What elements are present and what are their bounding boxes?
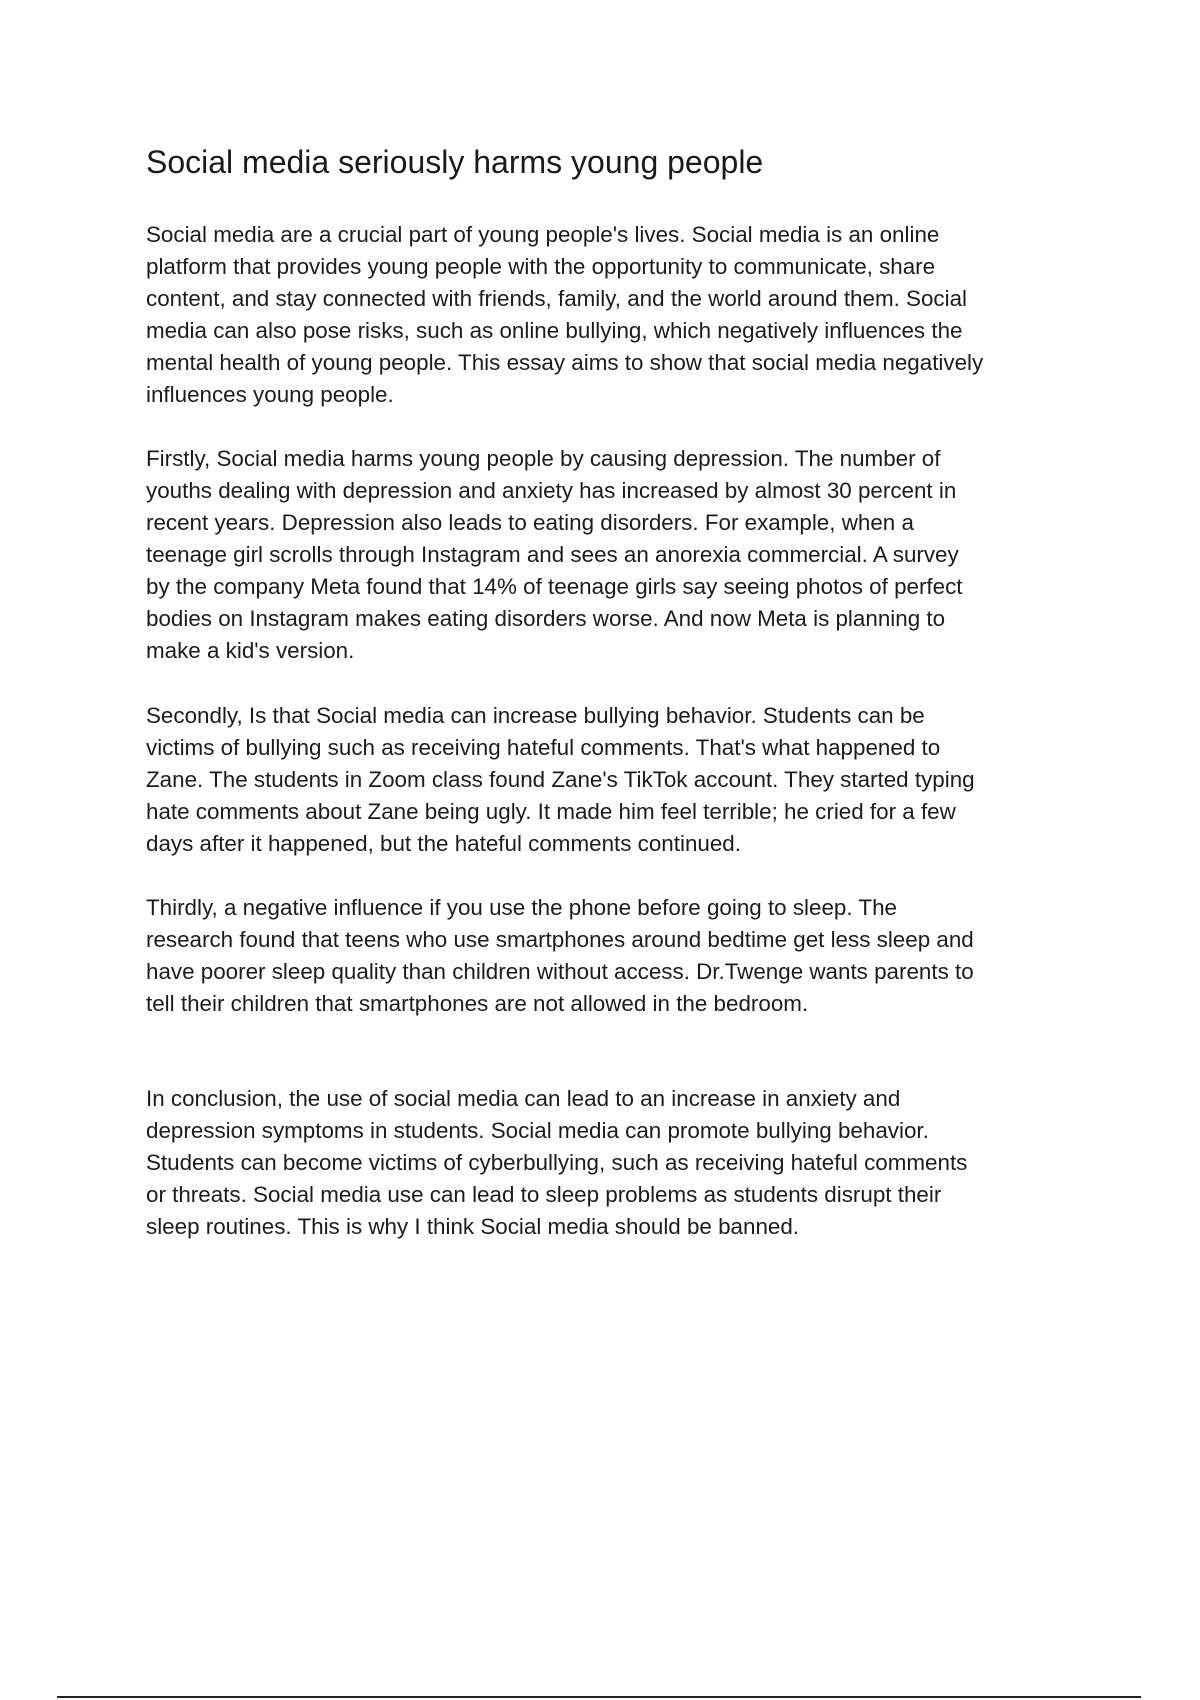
paragraph-secondly (146, 700, 975, 860)
paragraph-firstly (146, 443, 963, 667)
paragraph-line: bodies on Instagram makes eating disorders worse. And now Meta is planning to (146, 606, 946, 631)
paragraph-introduction (146, 219, 983, 411)
paragraph-conclusion (146, 1083, 967, 1243)
paragraph-line: mental health of young people. This essay aims to show that social media negatively (146, 350, 984, 375)
paragraph-line: content, and stay connected with friends, family, and the world around them. Social (146, 286, 968, 311)
paragraph-line: days after it happened, but the hateful comments continued. (146, 831, 741, 856)
essay-title: Social media seriously harms young people (146, 144, 764, 180)
paragraph-line: media can also pose risks, such as online bullying, which negatively influences the (146, 318, 963, 343)
paragraph-line: Students can become victims of cyberbullying, such as receiving hateful comments (146, 1150, 968, 1175)
page-bottom-divider (57, 1696, 1141, 1698)
paragraph-line: In conclusion, the use of social media can lead to an increase in anxiety and (146, 1086, 901, 1111)
paragraph-line: tell their children that smartphones are not allowed in the bedroom. (146, 991, 809, 1016)
paragraph-line: have poorer sleep quality than children without access. Dr.Twenge wants parents to (146, 959, 974, 984)
paragraph-line: hate comments about Zane being ugly. It made him feel terrible; he cried for a few (146, 799, 956, 824)
paragraph-line: or threats. Social media use can lead to sleep problems as students disrupt their (146, 1182, 942, 1207)
paragraph-line: youths dealing with depression and anxiety has increased by almost 30 percent in (146, 478, 957, 503)
paragraph-line: Secondly, Is that Social media can increase bullying behavior. Students can be (146, 703, 925, 728)
paragraph-line: sleep routines. This is why I think Social media should be banned. (146, 1214, 800, 1239)
paragraph-line: depression symptoms in students. Social media can promote bullying behavior. (146, 1118, 929, 1143)
paragraph-line: make a kid's version. (146, 638, 355, 663)
paragraph-line: influences young people. (146, 382, 394, 407)
paragraph-line: platform that provides young people with the opportunity to communicate, share (146, 254, 936, 279)
paragraph-line: Thirdly, a negative influence if you use the phone before going to sleep. The (146, 895, 898, 920)
paragraph-line: Social media are a crucial part of young people's lives. Social media is an online (146, 222, 940, 247)
paragraph-thirdly (146, 892, 974, 1020)
paragraph-line: teenage girl scrolls through Instagram and sees an anorexia commercial. A survey (146, 542, 959, 567)
paragraph-line: recent years. Depression also leads to eating disorders. For example, when a (146, 510, 914, 535)
paragraph-line: Zane. The students in Zoom class found Zane's TikTok account. They started typing (146, 767, 975, 792)
paragraph-line: Firstly, Social media harms young people by causing depression. The number of (146, 446, 941, 471)
paragraph-line: by the company Meta found that 14% of teenage girls say seeing photos of perfect (146, 574, 963, 599)
paragraph-line: victims of bullying such as receiving hateful comments. That's what happened to (146, 735, 941, 760)
paragraph-line: research found that teens who use smartphones around bedtime get less sleep and (146, 927, 974, 952)
